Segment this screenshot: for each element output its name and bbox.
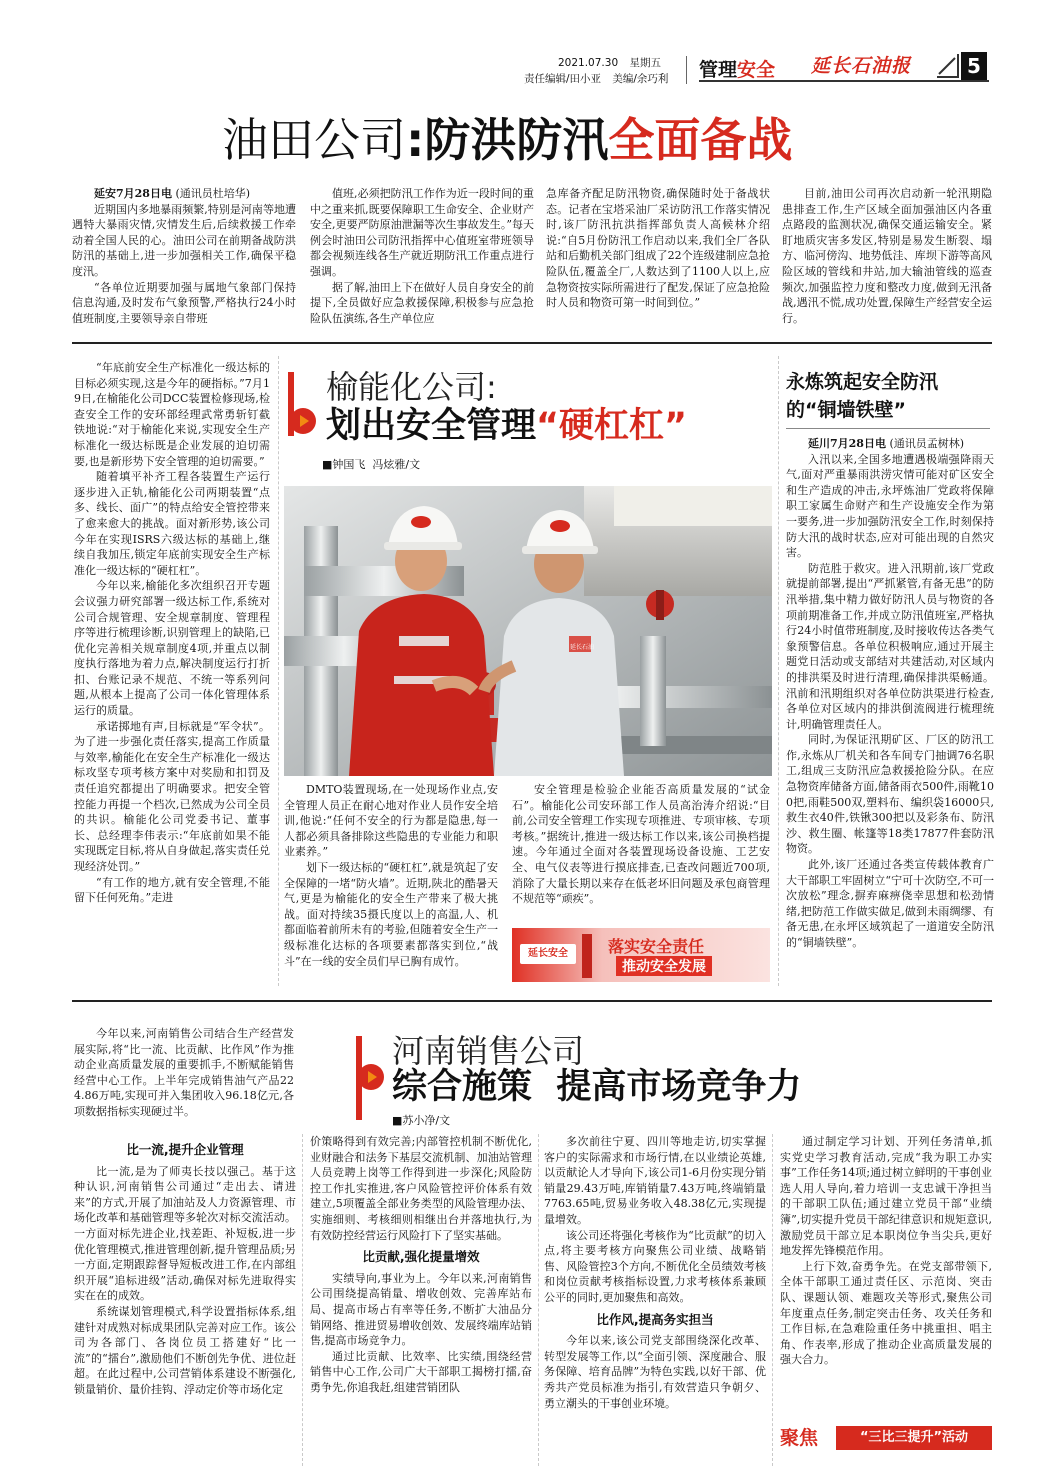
column-divider-bottom-2 [538, 1134, 539, 1466]
banner-tower-icon [582, 934, 592, 978]
article4-col3-text: 多次前往宁夏、四川等地走访,切实掌握客户的实际需求和市场行情,在以业绩论英雄,以贡献论人才导向下,该公司1-6月份实现分销销量29.43万吨,库销销量7.43万吨,终端销量7763.65吨,贸易业务收入48.38亿元,实现提量增效。 该公司还将强化考核作为“比贡献”的切入点,将主要考核方向聚焦公司业绩、战略销售、风险管控3个方向,不断优化全员绩效考核和岗位贡献考核指标设置,力求考核体系兼顾公平的同时,更加聚焦和高效。 [544, 1135, 766, 1304]
article4-title-line1: 河南销售公司 [392, 1032, 585, 1070]
header-divider [686, 56, 687, 84]
header-editors [524, 71, 668, 86]
article3-dateline: 延川7月28日电 [808, 437, 886, 450]
footer-tag-a: 聚焦 [780, 1427, 819, 1449]
uniform-logo-text: 延长石油 [570, 644, 595, 651]
header-editor: 责任编辑/田小亚 [524, 73, 602, 85]
article4-col2-text: 价策略得到有效完善;内部管控机制不断优化,业财融合和法务下基层交流机制、加油站管理人员竞聘上岗等工作得到进一步深化;风险防控工作扎实推进,客户风险管控评价体系有效建立,5项覆盖全部业务类型的风险管理办法、实施细则、考核细则相继出台并落地执行,为有效防控经营运行风险打下了坚实基础。 [310, 1135, 532, 1242]
article1-bottom-rule [72, 342, 992, 344]
article3-body [786, 436, 994, 951]
banner-badge: 延长安全 [520, 944, 576, 964]
play-triangle-icon [358, 1064, 384, 1090]
header-designer: 美编/余巧利 [612, 73, 669, 85]
article4-col3-text2: 今年以来,该公司党支部围绕深化改革、转型发展等工作,以“全面引领、深度融合、服务保障、培育品牌”为特色实践,以好干部、优秀共产党员标准为指引,有效营造只争朝夕、勇立潮头的干事创业环境。 [544, 1334, 766, 1410]
header-weekday: 星期五 [629, 57, 661, 69]
article1-dateline: 延安7月28日电 [94, 187, 172, 200]
article2-title-line2: 划出安全管理“硬杠杠” [326, 406, 688, 446]
article1-col3: 急库备齐配足防汛物资,确保随时处于备战状态。记者在宝塔采油厂采访防汛工作落实情况时,该厂防汛抗洪指挥部负责人高候林介绍说:“自5月份防汛工作启动以来,我们全厂各队站和后勤机关部门组成了22个连级建制应急抢险队伍,覆盖全厂,人数达到了1100人以上,应急物资按实际所需进行了配发,保证了应急抢险时人员和物资可第一时间到位。” [546, 187, 770, 310]
article1-col2: 值班,必须把防汛工作作为近一段时间的重中之重来抓,既要保障职工生命安全、企业财产安全,更要严防原油泄漏等次生事故发生。”每天例会时油田公司防汛指挥中心值班室带班领导都会视频连线各生产就近期防汛工作重点进行强调。 据了解,油田上下在做好人员自身安全的前提下,全员做好应急救援保障,积极参与应急抢险队伍演练,各生产单位应 [310, 187, 534, 325]
article2-col-right: 安全管理是检验企业能否高质量发展的“试金石”。榆能化公司安环部工作人员高治涛介绍说:“目前,公司安全管理工作实现专项推进、专项审核、专项考核。”据统计,推进一级达标工作以来,该公司换档提速。今年通过全面对各装置现场设备设施、工艺安全、电气仪表等进行摸底排查,已查改问题近700项,消除了大量长期以来存在低老坏旧问题及承包商管理不规范等“顽疾”。 [512, 783, 770, 906]
safety-banner [512, 928, 770, 982]
article3-title-rule [786, 428, 990, 429]
article4-col1 [74, 1136, 296, 1398]
article2-byline: ■钟国飞 冯炫雅/文 [322, 458, 421, 471]
article4-col3 [544, 1134, 766, 1411]
article1-title-black: 防洪防汛 [424, 113, 609, 167]
workers-photo-illustration [284, 486, 772, 776]
article3-byline: (通讯员孟树林) [889, 437, 965, 450]
article4-col2 [310, 1134, 532, 1396]
column-divider-bottom-1 [302, 1134, 303, 1466]
article4-col4: 通过制定学习计划、开列任务清单,抓实党史学习教育活动,完成“我为职工办实事”工作任务14项;通过树立鲜明的干事创业选人用人导向,着力培训一支忠诚干净担当的干部职工队伍;通过建立党员干部“业绩簿”,切实提升党员干部纪律意识和规矩意识,激励党员干部立足本职岗位争当尖兵,更好地发挥先锋模范作用。 上行下效,奋勇争先。在党支部带领下,全体干部职工通过责任区、示范岗、突击队、课题认领、难题攻关等形式,聚焦公司年度重点任务,制定突击任务、攻关任务和工作目标,在急难险重任务中挑重担、唱主角、作表率,形成了推动企业高质量发展的强大合力。 [780, 1135, 992, 1367]
article4-subhead2: 比贡献,强化提量增效 [362, 1249, 480, 1265]
article4-title-line2: 综合施策 提高市场竞争力 [392, 1067, 802, 1107]
header-date-line [558, 55, 661, 70]
column-divider-bottom-3 [772, 1134, 773, 1466]
footer-tag [780, 1424, 992, 1452]
article4-subhead1: 比一流,提升企业管理 [126, 1142, 244, 1157]
article4-byline: ■苏小净/文 [392, 1114, 451, 1127]
article1-title-plain: 油田公司 [222, 113, 406, 167]
article2-title-line1: 榆能化公司: [326, 368, 497, 406]
article1-title-red: 全面备战 [608, 113, 793, 167]
article4-play-icon [358, 1064, 384, 1090]
page-number: 5 [961, 52, 987, 80]
article2-bottom-rule [72, 1000, 992, 1002]
header-date: 2021.07.30 [558, 57, 619, 69]
article2-col-mid: DMTO装置现场,在一处现场作业点,安全管理人员正在耐心地对作业人员作安全培训,他说:“任何不安全的行为都是隐患,每一人都必须具备排除这些隐患的专业能力和职业素养。” 划下一级达标的“硬杠杠”,就是筑起了安全保障的一堵“防火墙”。近期,陕北的酷暑天气,更是为榆能化的安全生产带来了极大挑战。面对持续35摄氏度以上的高温,人、机都面临着前所未有的考验,但随着安全生产一级标准化达标的各项要素都落实到位,“战斗”在一线的安全员们早已胸有成竹。 [284, 783, 498, 968]
footer-tag-b: “三比三提升”活动 [836, 1426, 992, 1450]
paper-name-logo: 延长石油报 [811, 55, 912, 77]
play-triangle-icon [290, 408, 316, 434]
article2-col-left: “年底前安全生产标准化一级达标的目标必须实现,这是今年的硬指标。”7月19日,在榆能化公司DCC装置检修现场,检查安全工作的安环部经理武常勇斩钉截铁地说:“对于榆能化来说,实现安全生产标准化一级达标既是企业发展的迫切需要,也是新形势下安全管理的迫切需要。” 随着填平补齐工程各装置生产运行逐步进入正轨,榆能化公司两期装置“点多、线长、面广”的特点给安全管控带来了愈来愈大的挑战。面对新形势,该公司今年在实现ISRS六级达标的基础上,继续自我加压,锁定年底前实现安全生产标准化一级达标的“硬杠杠”。 今年以来,榆能化多次组织召开专题会议强力研究部署一级达标工作,系统对公司合规管理、安全规章制度、管理程序等进行梳理诊断,识别管理上的缺陷,已优化完善相关规章制度4项,并重点以制度执行落地为着力点,解决制度运行打折扣、台账记录不规范、不统一等系列问题,从根本上提高了公司一体化管理体系运行的质量。 承诺掷地有声,目标就是“军令状”。为了进一步强化责任落实,提高工作质量与效率,榆能化在安全生产标准化一级达标攻坚专项考核方案中对奖励和扣罚及责任追究都提出了明确要求。把安全管控能力再提一个档次,已然成为公司全员的共识。榆能化公司党委书记、董事长、总经理李伟表示:“年底前如果不能实现既定目标,将从自身做起,落实责任兑现经济处罚。” “有工作的地方,就有安全管理,不能留下任何死角。”走进 [74, 361, 270, 905]
banner-line2: 推动安全发展 [616, 956, 712, 976]
page-corner-icon [937, 54, 959, 78]
column-divider [278, 356, 279, 986]
article2-photo [284, 486, 772, 776]
header-rule [699, 80, 989, 82]
article3-text: 入汛以来,全国多地遭遇极端强降雨天气,面对严重暴雨洪涝灾情可能对矿区安全和生产造成的冲击,永坪炼油厂党政将保障职工家属生命财产和生产设施安全作为第一要务,进一步加强防汛安全工作,时刻保持防大汛的战时状态,应对可能出现的自然灾害。 防范胜于救灾。进入汛期前,该厂党政就提前部署,提出“严抓紧管,有备无患”的防汛举措,集中精力做好防汛人员与物资的各项前期准备工作,并成立防汛值班室,严格执行24小时值带班制度,及时接收传达各类气象预警信息。各单位积极响应,通过开展主题党日活动或支部结对共建活动,对区域内的排洪渠及时进行清理,确保排洪渠畅通。汛前和汛期组织对各单位防洪渠进行检查,各单位对区域内的排洪倒流阀进行梳理统计,明确管理责任人。 同时,为保证汛期矿区、厂区的防汛工作,永炼从厂机关和各车间专门抽调76名职工,组成三支防汛应急救援抢险分队。在应急物资库储备方面,储备雨衣500件,雨靴100把,雨鞋500双,塑料布、编织袋16000只,救生衣40件,铁锹300把以及彩条布、防汛沙、救生圈、帐篷等18类17877件套防汛物资。 此外,该厂还通过各类宣传载体教育广大干部职工牢固树立“宁可十次防空,不可一次放松”理念,摒弃麻痹侥幸思想和松劲情绪,把防范工作做实做足,做到未雨绸缪、有备无患,在永坪区域筑起了一道道安全防汛的“铜墙铁壁”。 [786, 452, 994, 949]
article1-byline: (通讯员杜培华) [175, 187, 251, 200]
play-icon [290, 408, 316, 434]
article1-col4: 目前,油田公司再次启动新一轮汛期隐患排查工作,生产区域全面加强油区内各重点路段的监测状况,确保交通运输安全。紧盯地质灾害多发区,特别是易发生断裂、塌方、临河傍沟、地势低洼、库坝下游等高风险区域的管线和井站,加大输油管线的巡查频次,加强监控力度和整改力度,做到无汛备战,遇汛不慌,成功处置,保障生产经营安全运行。 [782, 187, 992, 325]
column-divider-right [778, 356, 779, 986]
article4-subhead3: 比作风,提高务实担当 [596, 1311, 714, 1327]
article4-col2-text2: 实绩导向,事业为上。今年以来,河南销售公司围绕提高销量、增收创效、完善库站布局、提高市场占有率等任务,不断扩大油品分销网络、推进贸易增收创效、发展终端库站销售,提高市场竞争力。 通过比贡献、比效率、比实绩,围绕经营销售中心工作,公司广大干部职工揭榜打擂,奋勇争先,你追我赶,组建营销团队 [310, 1271, 532, 1394]
banner-line1: 落实安全责任 [608, 937, 705, 956]
article4-intro: 今年以来,河南销售公司结合生产经营发展实际,将“比一流、比贡献、比作风”作为推动企业高质量发展的重要抓手,不断赋能销售经营中心工作。上半年完成销售油气产品224.86万吨,实现可并入集团收入96.18亿元,各项数据指标实现硬过半。 [74, 1027, 294, 1118]
article1-col1 [72, 186, 296, 326]
article4-col1-text: 比一流,是为了师夷长技以强己。基于这种认识,河南销售公司通过“走出去、请进来”的方式,开展了加油站及人力资源管理、市场化改革和基础管理等多轮次对标交流活动。一方面对标先进企业,找差距、补短板,进一步优化管理模式,推进管理创新,提升管理品质;另一方面,定期跟踪督导短板改进工作,在内部组织开展“追标进级”活动,确保对标先进取得实实在在的成效。 系统谋划管理模式,科学设置指标体系,组建针对成熟对标成果团队完善对应工作。该公司为各部门、各岗位员工搭建好“比一流”的“擂台”,激励他们不断创先争优、进位赶超。在此过程中,公司营销体系建设不断强化,锁量销价、量价挂钩、浮动定价等市场化定 [74, 1164, 296, 1396]
diagonal-icon [937, 54, 957, 76]
article1-title: 油田公司:防洪防汛全面备战 [222, 113, 793, 167]
article3-title: 永炼筑起安全防汛的“铜墙铁壁” [786, 371, 939, 421]
section-name: 管理安全 [699, 59, 776, 81]
article1-col1-text: 近期国内多地暴雨频繁,特别是河南等地遭遇特大暴雨灾情,灾情发生后,后续救援工作牵动着全国人民的心。油田公司在前期备战防洪防汛的基础上,进一步加强相关工作,确保平稳度汛。 “各单位近期要加强与属地气象部门保持信息沟通,及时发布气象预警,严格执行24小时值班制度,主要领导亲自带班 [72, 202, 296, 325]
